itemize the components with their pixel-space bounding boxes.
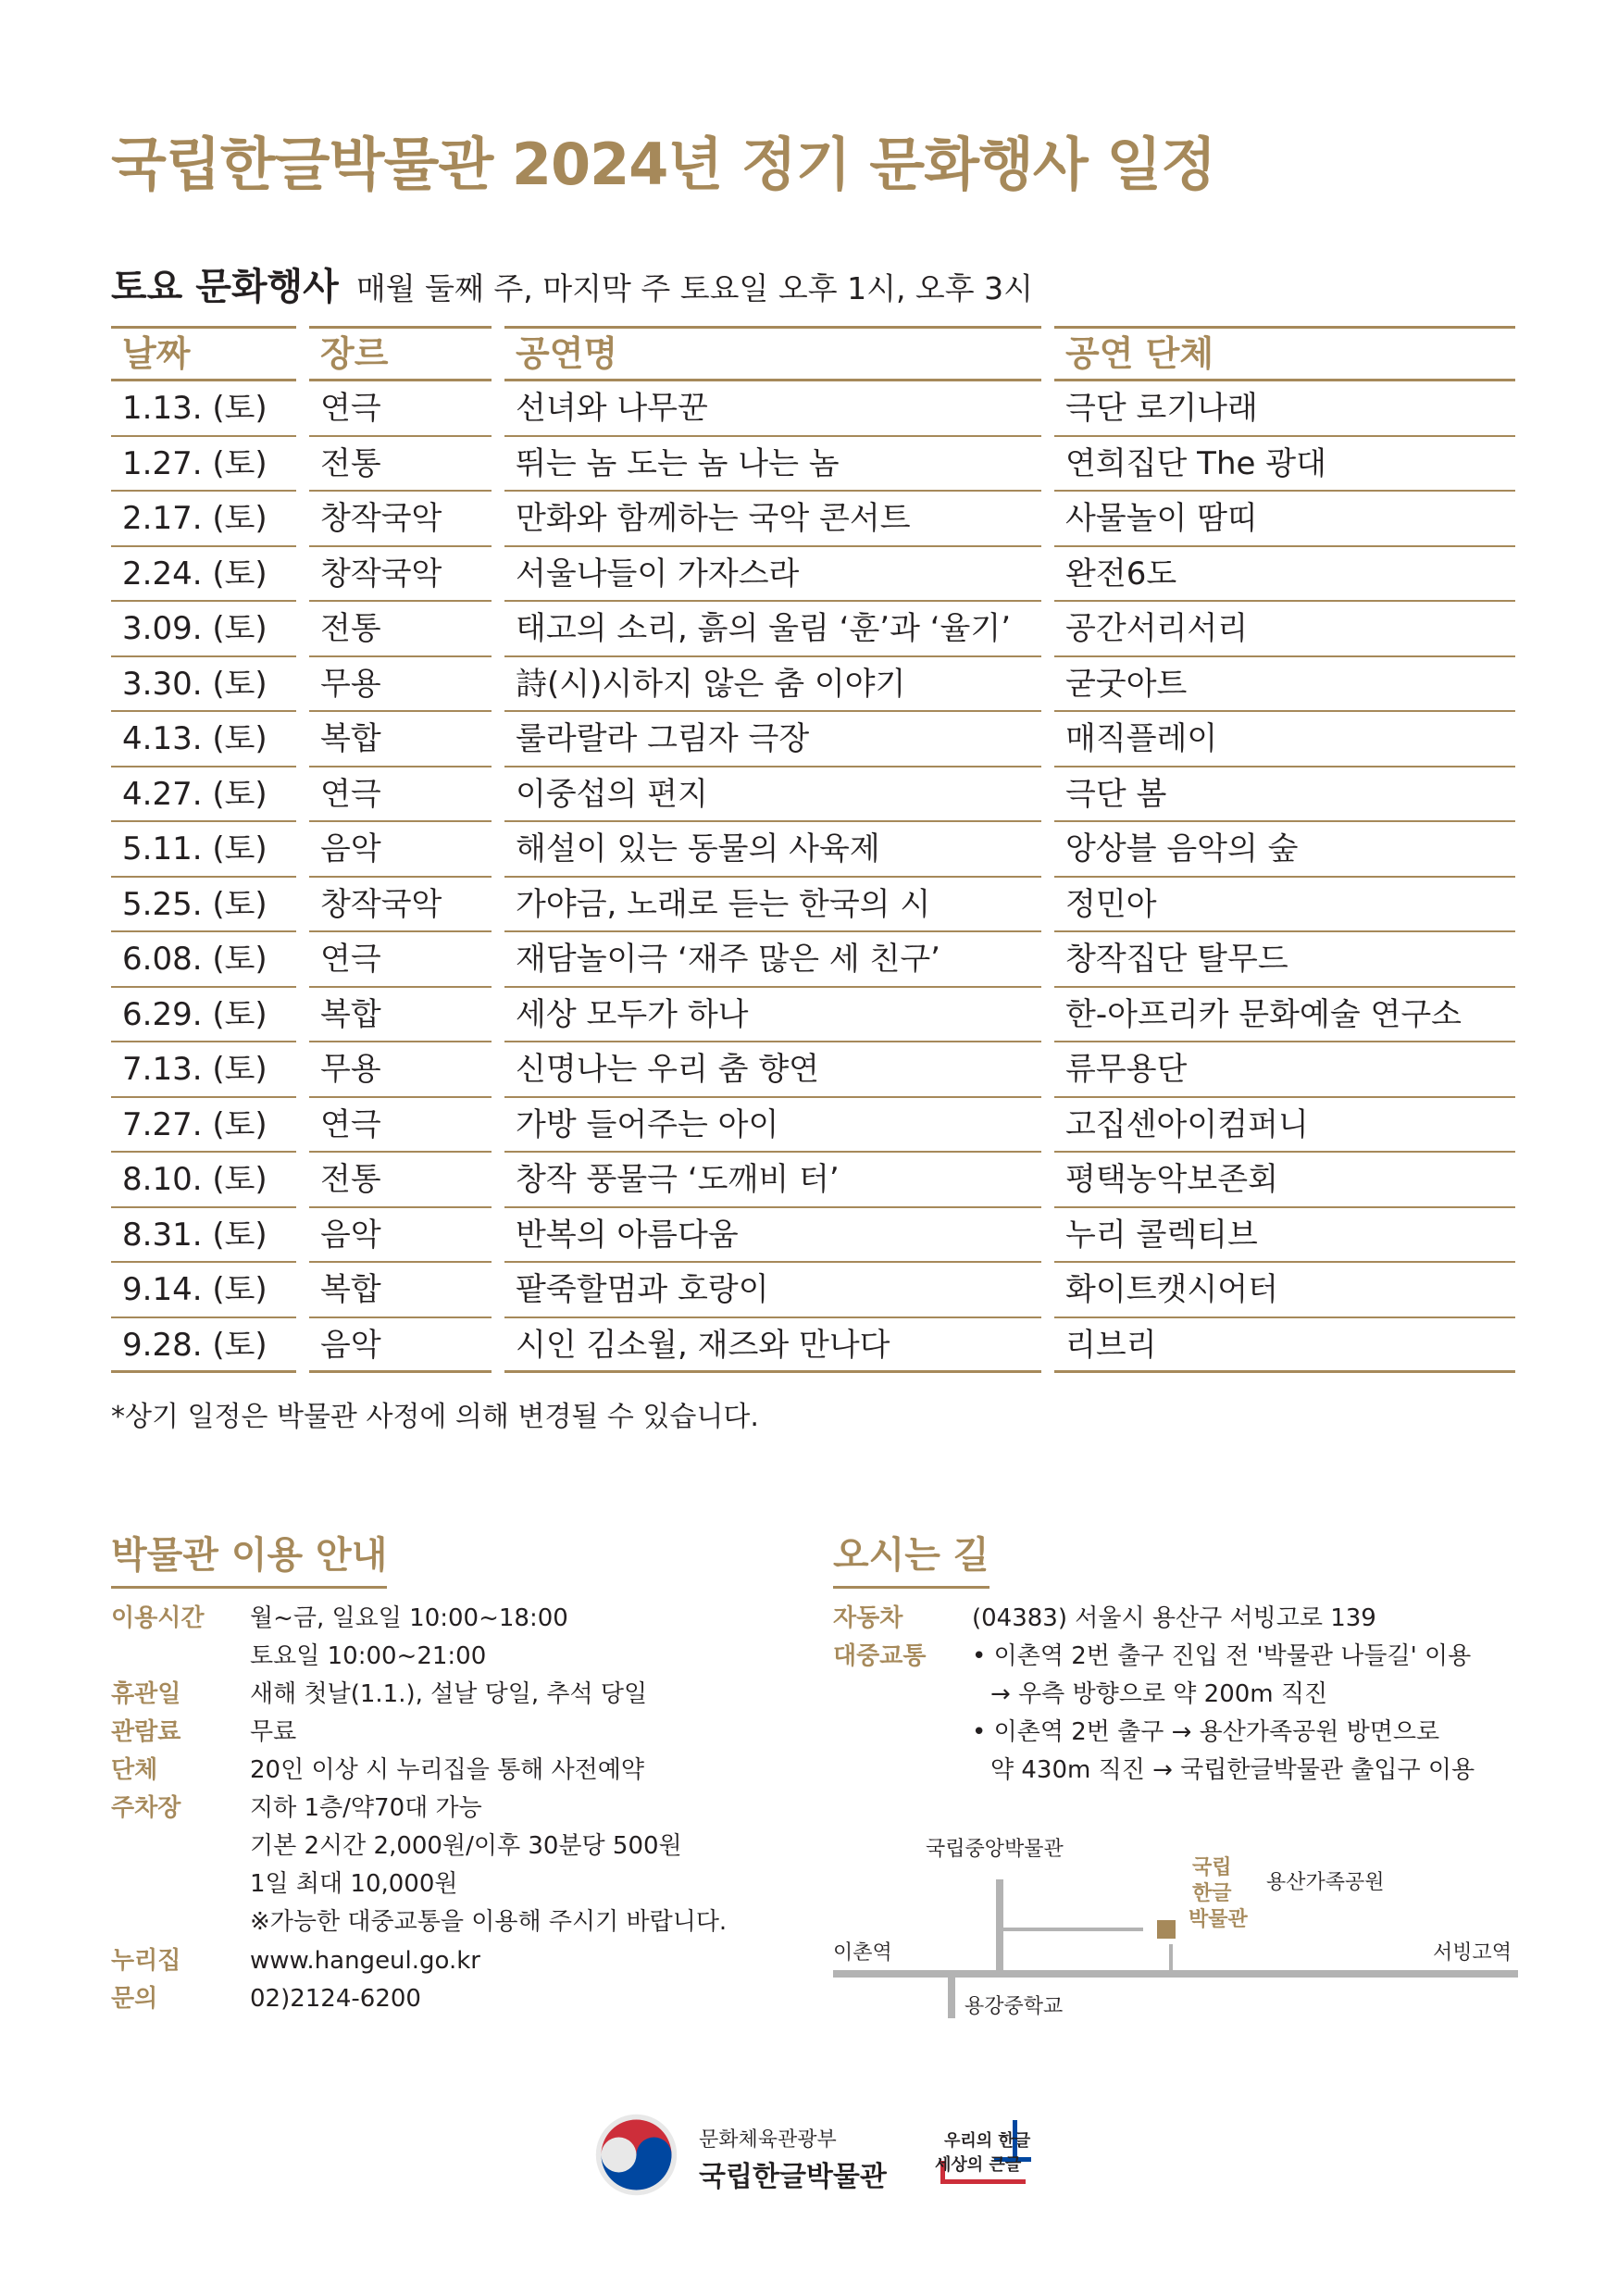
cell-genre: 음악 bbox=[309, 1208, 492, 1264]
usage-info-title: 박물관 이용 안내 bbox=[111, 1526, 387, 1589]
cell-title: 뛰는 놈 도는 놈 나는 놈 bbox=[504, 437, 1041, 493]
cell-genre: 무용 bbox=[309, 1042, 492, 1098]
footer-slogan-2: 세상의 큰글 bbox=[935, 2155, 1022, 2175]
cell-title: 팥죽할멈과 호랑이 bbox=[504, 1263, 1041, 1318]
hours-saturday: 토요일 10:00~21:00 bbox=[250, 1642, 487, 1670]
cell-troupe: 연희집단 The 광대 bbox=[1054, 437, 1515, 493]
cell-date: 6.29. (토) bbox=[111, 988, 296, 1043]
cell-date: 7.27. (토) bbox=[111, 1098, 296, 1154]
cell-genre: 연극 bbox=[309, 1098, 492, 1154]
hours-label: 이용시간 bbox=[111, 1604, 205, 1632]
schedule-column-troupe bbox=[1054, 326, 1515, 1373]
saturday-section-header bbox=[111, 257, 1033, 310]
group-label: 단체 bbox=[111, 1756, 158, 1784]
parking-capacity: 지하 1층/약70대 가능 bbox=[250, 1794, 482, 1822]
cell-genre: 전통 bbox=[309, 437, 492, 493]
saturday-section-subheading: 매월 둘째 주, 마지막 주 토요일 오후 1시, 오후 3시 bbox=[355, 270, 1034, 306]
map-label-middle-school: 용강중학교 bbox=[965, 1995, 1064, 2018]
cell-genre: 음악 bbox=[309, 822, 492, 878]
cell-date: 6.08. (토) bbox=[111, 932, 296, 988]
cell-title: 서울나들이 가자스라 bbox=[504, 547, 1041, 603]
fee-value: 무료 bbox=[250, 1718, 297, 1746]
directions-title: 오시는 길 bbox=[833, 1526, 989, 1589]
cell-genre: 복합 bbox=[309, 988, 492, 1043]
cell-genre: 전통 bbox=[309, 602, 492, 657]
fee-label: 관람료 bbox=[111, 1718, 181, 1746]
schedule-column-title bbox=[504, 326, 1041, 1373]
car-address: (04383) 서울시 용산구 서빙고로 139 bbox=[972, 1604, 1376, 1632]
closed-label: 휴관일 bbox=[111, 1680, 181, 1708]
cell-troupe: 고집센아이컴퍼니 bbox=[1054, 1098, 1515, 1154]
column-header-title: 공연명 bbox=[504, 326, 1041, 381]
schedule-column-genre bbox=[309, 326, 492, 1373]
cell-title: 해설이 있는 동물의 사육제 bbox=[504, 822, 1041, 878]
museum-marker bbox=[1157, 1920, 1176, 1939]
cell-date: 9.28. (토) bbox=[111, 1318, 296, 1374]
column-header-date: 날짜 bbox=[111, 326, 296, 381]
cell-troupe: 창작집단 탈무드 bbox=[1054, 932, 1515, 988]
cell-genre: 연극 bbox=[309, 932, 492, 988]
map-label-family-park: 용산가족공원 bbox=[1266, 1871, 1385, 1894]
transit-line-2: → 우측 방향으로 약 200m 직진 bbox=[990, 1680, 1328, 1708]
schedule-note: *상기 일정은 박물관 사정에 의해 변경될 수 있습니다. bbox=[111, 1401, 759, 1433]
cell-genre: 연극 bbox=[309, 381, 492, 437]
cell-troupe: 평택농악보존회 bbox=[1054, 1153, 1515, 1208]
car-label: 자동차 bbox=[833, 1604, 903, 1632]
map-label-seobinggo-station: 서빙고역 bbox=[1433, 1941, 1512, 1965]
cell-date: 4.13. (토) bbox=[111, 712, 296, 767]
cell-date: 1.13. (토) bbox=[111, 381, 296, 437]
cell-genre: 창작국악 bbox=[309, 878, 492, 933]
cell-troupe: 매직플레이 bbox=[1054, 712, 1515, 767]
cell-date: 8.10. (토) bbox=[111, 1153, 296, 1208]
cell-troupe: 극단 로기나래 bbox=[1054, 381, 1515, 437]
transit-line-4: 약 430m 직진 → 국립한글박물관 출입구 이용 bbox=[990, 1756, 1475, 1784]
cell-genre: 전통 bbox=[309, 1153, 492, 1208]
cell-title: 이중섭의 편지 bbox=[504, 767, 1041, 823]
cell-title: 룰라랄라 그림자 극장 bbox=[504, 712, 1041, 767]
cell-title: 신명나는 우리 춤 향연 bbox=[504, 1042, 1041, 1098]
cell-date: 9.14. (토) bbox=[111, 1263, 296, 1318]
taegeuk-emblem-icon bbox=[592, 2111, 680, 2199]
cell-date: 5.25. (토) bbox=[111, 878, 296, 933]
cell-date: 4.27. (토) bbox=[111, 767, 296, 823]
contact-phone: 02)2124-6200 bbox=[250, 1985, 421, 2013]
cell-genre: 창작국악 bbox=[309, 547, 492, 603]
column-header-genre: 장르 bbox=[309, 326, 492, 381]
parking-notice: ※가능한 대중교통을 이용해 주시기 바랍니다. bbox=[250, 1908, 728, 1936]
cell-genre: 음악 bbox=[309, 1318, 492, 1374]
map-label-hangeul-museum-2: 한글 bbox=[1192, 1882, 1232, 1905]
closed-days: 새해 첫날(1.1.), 설날 당일, 추석 당일 bbox=[250, 1680, 648, 1708]
map-roads bbox=[833, 1833, 1518, 2037]
cell-troupe: 앙상블 음악의 숲 bbox=[1054, 822, 1515, 878]
cell-title: 재담놀이극 ‘재주 많은 세 친구’ bbox=[504, 932, 1041, 988]
map-label-national-museum: 국립중앙박물관 bbox=[926, 1838, 1064, 1861]
map-label-ichon-station: 이촌역 bbox=[833, 1941, 892, 1965]
cell-date: 8.31. (토) bbox=[111, 1208, 296, 1264]
map-label-hangeul-museum-3: 박물관 bbox=[1189, 1908, 1248, 1931]
footer-ministry: 문화체육관광부 bbox=[699, 2128, 837, 2152]
footer-slogan-1: 우리의 한글 bbox=[944, 2131, 1031, 2151]
cell-troupe: 굳굿아트 bbox=[1054, 657, 1515, 713]
cell-title: 창작 풍물극 ‘도깨비 터’ bbox=[504, 1153, 1041, 1208]
cell-troupe: 정민아 bbox=[1054, 878, 1515, 933]
parking-label: 주차장 bbox=[111, 1794, 181, 1822]
cell-title: 詩(시)시하지 않은 춤 이야기 bbox=[504, 657, 1041, 713]
cell-troupe: 완전6도 bbox=[1054, 547, 1515, 603]
cell-date: 2.17. (토) bbox=[111, 492, 296, 547]
website-link[interactable]: www.hangeul.go.kr bbox=[250, 1947, 480, 1975]
cell-genre: 창작국악 bbox=[309, 492, 492, 547]
cell-troupe: 공간서리서리 bbox=[1054, 602, 1515, 657]
cell-date: 1.27. (토) bbox=[111, 437, 296, 493]
footer-logos bbox=[592, 2111, 1074, 2203]
parking-max: 1일 최대 10,000원 bbox=[250, 1870, 458, 1898]
cell-genre: 무용 bbox=[309, 657, 492, 713]
cell-date: 7.13. (토) bbox=[111, 1042, 296, 1098]
cell-title: 선녀와 나무꾼 bbox=[504, 381, 1041, 437]
cell-title: 가방 들어주는 아이 bbox=[504, 1098, 1041, 1154]
schedule-column-date bbox=[111, 326, 296, 1373]
cell-troupe: 한-아프리카 문화예술 연구소 bbox=[1054, 988, 1515, 1043]
saturday-section-heading: 토요 문화행사 bbox=[111, 266, 339, 308]
cell-date: 5.11. (토) bbox=[111, 822, 296, 878]
contact-label: 문의 bbox=[111, 1985, 158, 2013]
transit-line-1: • 이촌역 2번 출구 진입 전 '박물관 나들길' 이용 bbox=[972, 1642, 1472, 1670]
cell-troupe: 화이트캣시어터 bbox=[1054, 1263, 1515, 1318]
cell-date: 3.09. (토) bbox=[111, 602, 296, 657]
map-label-hangeul-museum-1: 국립 bbox=[1192, 1856, 1232, 1879]
cell-genre: 복합 bbox=[309, 1263, 492, 1318]
cell-troupe: 리브리 bbox=[1054, 1318, 1515, 1374]
cell-troupe: 사물놀이 땀띠 bbox=[1054, 492, 1515, 547]
footer-museum: 국립한글박물관 bbox=[699, 2161, 887, 2193]
cell-title: 시인 김소월, 재즈와 만나다 bbox=[504, 1318, 1041, 1374]
transit-line-3: • 이촌역 2번 출구 → 용산가족공원 방면으로 bbox=[972, 1718, 1440, 1746]
cell-troupe: 극단 봄 bbox=[1054, 767, 1515, 823]
parking-fee: 기본 2시간 2,000원/이후 30분당 500원 bbox=[250, 1832, 682, 1860]
location-map bbox=[833, 1833, 1518, 2037]
cell-genre: 연극 bbox=[309, 767, 492, 823]
cell-date: 2.24. (토) bbox=[111, 547, 296, 603]
transit-label: 대중교통 bbox=[833, 1642, 927, 1670]
cell-title: 만화와 함께하는 국악 콘서트 bbox=[504, 492, 1041, 547]
group-value: 20인 이상 시 누리집을 통해 사전예약 bbox=[250, 1756, 645, 1784]
page-title: 국립한글박물관 2024년 정기 문화행사 일정 bbox=[111, 131, 1216, 198]
web-label: 누리집 bbox=[111, 1947, 181, 1975]
cell-title: 세상 모두가 하나 bbox=[504, 988, 1041, 1043]
hours-weekday: 월~금, 일요일 10:00~18:00 bbox=[250, 1604, 568, 1632]
cell-title: 반복의 아름다움 bbox=[504, 1208, 1041, 1264]
cell-troupe: 류무용단 bbox=[1054, 1042, 1515, 1098]
cell-date: 3.30. (토) bbox=[111, 657, 296, 713]
cell-troupe: 누리 콜렉티브 bbox=[1054, 1208, 1515, 1264]
column-header-troupe: 공연 단체 bbox=[1054, 326, 1515, 381]
cell-genre: 복합 bbox=[309, 712, 492, 767]
cell-title: 가야금, 노래로 듣는 한국의 시 bbox=[504, 878, 1041, 933]
cell-title: 태고의 소리, 흙의 울림 ‘훈’과 ‘율기’ bbox=[504, 602, 1041, 657]
